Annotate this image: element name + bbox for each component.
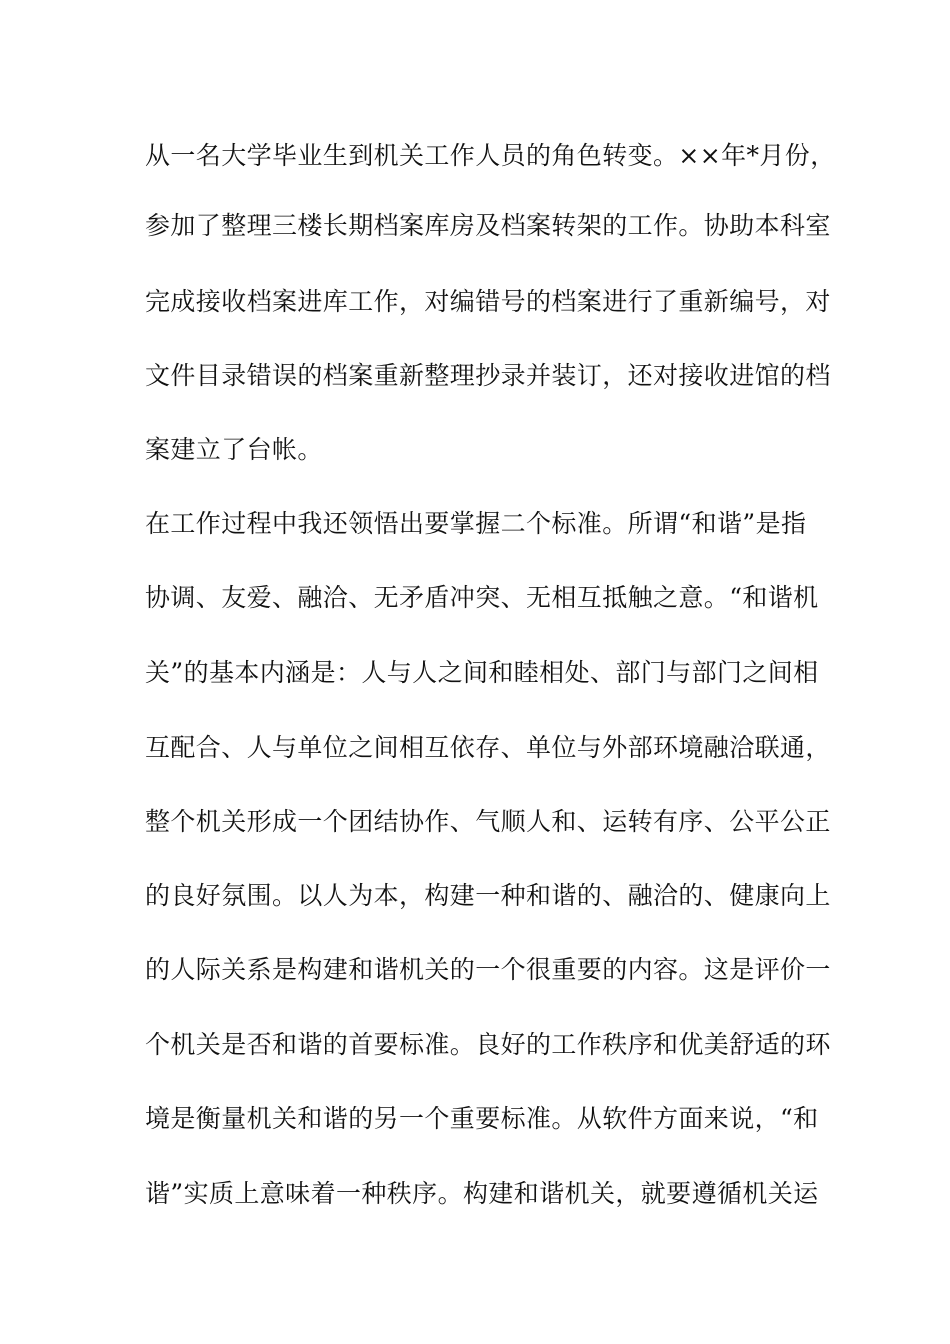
text-line: 的人际关系是构建和谐机关的一个很重要的内容。这是评价一	[145, 955, 831, 984]
text-line: 文件目录错误的档案重新整理抄录并装订，还对接收进馆的档	[145, 361, 831, 390]
text-line: 的良好氛围。以人为本，构建一种和谐的、融洽的、健康向上	[145, 881, 831, 910]
text-line: 在工作过程中我还领悟出要掌握二个标准。所谓“和谐”是指	[145, 509, 807, 538]
text-line: 整个机关形成一个团结协作、气顺人和、运转有序、公平公正	[145, 807, 831, 836]
text-line: 境是衡量机关和谐的另一个重要标准。从软件方面来说，“和	[145, 1104, 819, 1133]
text-line: 案建立了台帐。	[145, 435, 323, 464]
text-line: 完成接收档案进库工作，对编错号的档案进行了重新编号，对	[145, 287, 831, 316]
text-line: 从一名大学毕业生到机关工作人员的角色转变。××年*月份，	[145, 141, 836, 170]
text-line: 个机关是否和谐的首要标准。良好的工作秩序和优美舒适的环	[145, 1030, 831, 1059]
text-line: 谐”实质上意味着一种秩序。构建和谐机关，就要遵循机关运	[145, 1179, 819, 1208]
text-line: 参加了整理三楼长期档案库房及档案转架的工作。协助本科室	[145, 211, 831, 240]
text-line: 协调、友爱、融洽、无矛盾冲突、无相互抵触之意。“和谐机	[145, 583, 819, 612]
text-line: 关”的基本内涵是：人与人之间和睦相处、部门与部门之间相	[145, 658, 819, 687]
text-line: 互配合、人与单位之间相互依存、单位与外部环境融洽联通，	[145, 733, 831, 762]
